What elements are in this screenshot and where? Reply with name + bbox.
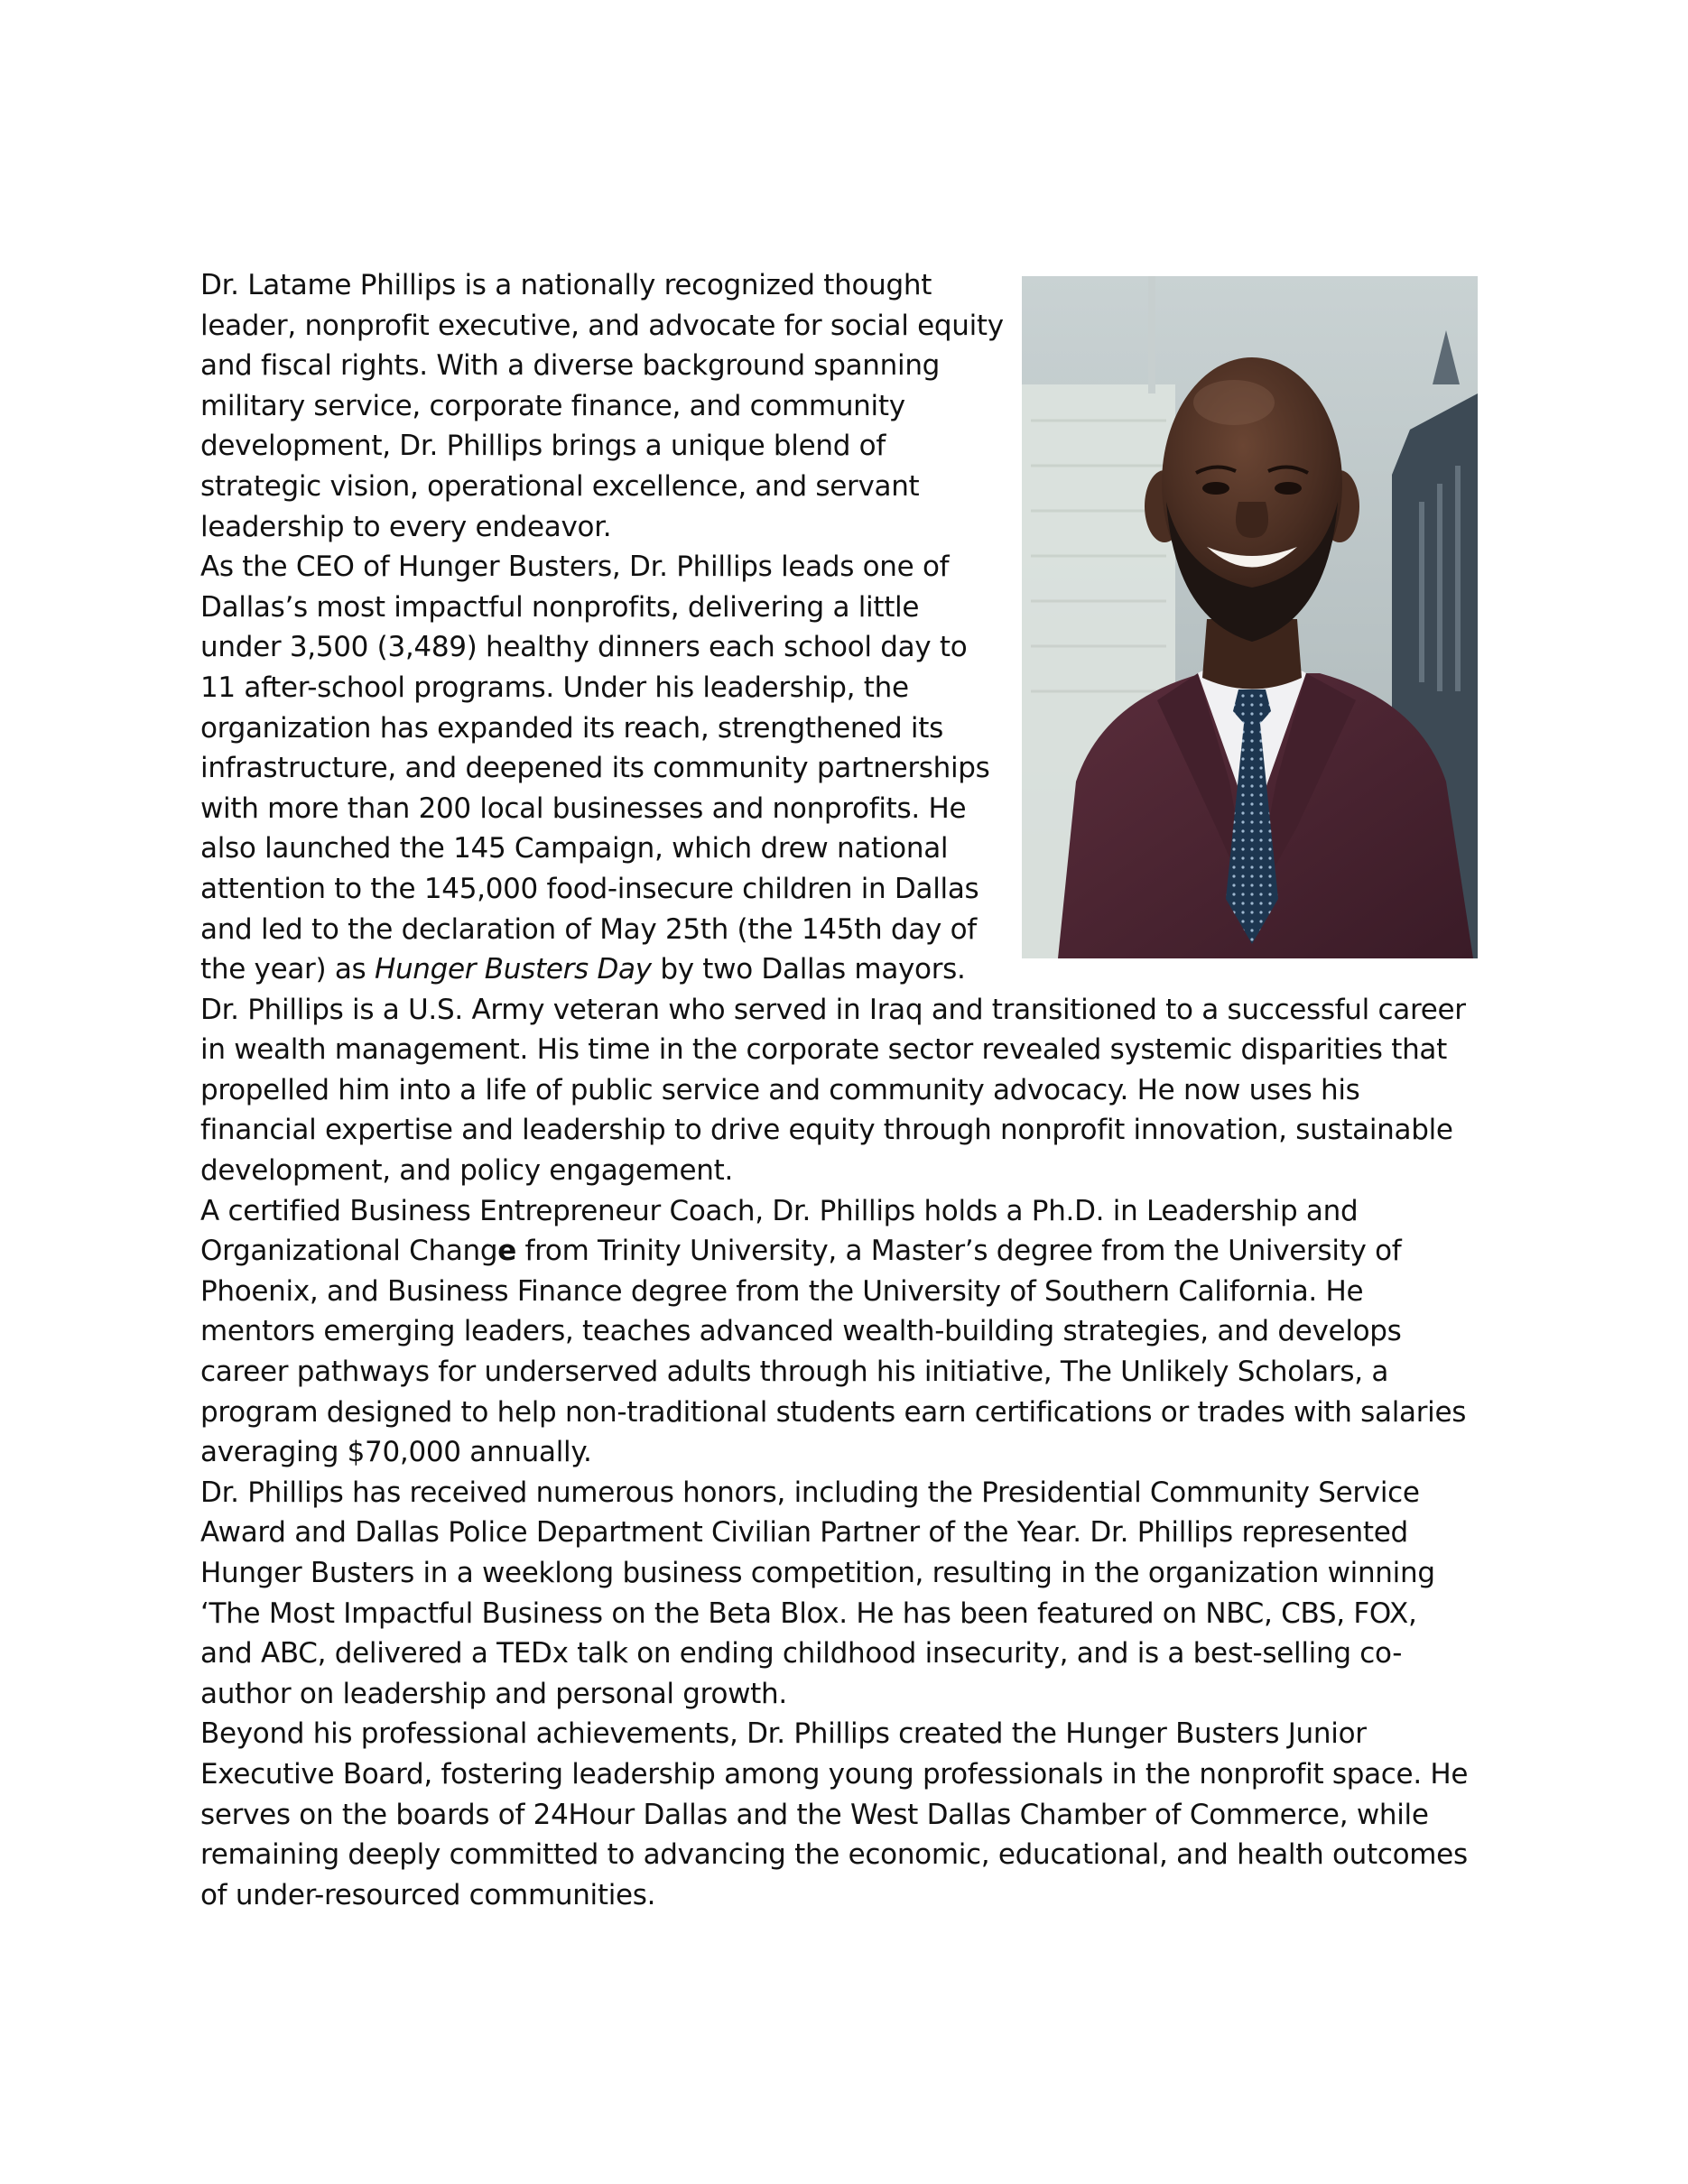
biography-text <box>200 265 1473 1915</box>
bio-paragraph-intro: Dr. Latame Phillips is a nationally recognized thought leader, nonprofit executive, and advocate for social equity and fiscal rights. With a diverse background spanning military service, corporate finance, and community development, Dr. Phillips brings a unique blend of strategic vision, operational excellence, and servant leadership to every endeavor. <box>200 269 1004 543</box>
hunger-busters-day: Hunger Busters Day <box>374 953 652 986</box>
portrait-illustration <box>1022 276 1478 958</box>
education-text-start: A certified Business Entrepreneur Coach, Dr. Phillips holds a Ph.D. in Leadership and Organizational Chang <box>200 1194 1359 1268</box>
ceo-text-start: As the CEO of Hunger Busters, Dr. Phillips leads one of Dallas’s most impactful nonprofits, delivering a little under 3,500 (3,489) healthy dinners each school day to 11 after-school programs. Under his leadership, the organization has expanded its reach, strengthened its infrastructure, and deepened its community partnerships with more than 200 local businesses and nonprofits. He also launched the 145 Campaign, which drew national attention to the 145,000 food-insecure children in Dallas and led to the declaration of May 25th (the 145th day of the year) as <box>200 551 990 986</box>
bio-paragraph-education <box>200 1191 1473 1473</box>
education-bold-letter: e <box>497 1235 516 1268</box>
portrait-photo <box>1022 276 1478 958</box>
bio-paragraph-military: Dr. Phillips is a U.S. Army veteran who served in Iraq and transitioned to a successful career in wealth management. His time in the corporate sector revealed systemic disparities that propelled him into a life of public service and community advocacy. He now uses his financial expertise and leadership to drive equity through nonprofit innovation, sustainable development, and policy engagement. <box>200 993 1466 1188</box>
bio-paragraph-honors: Dr. Phillips has received numerous honors, including the Presidential Community Service Award and Dallas Police Department Civilian Partner of the Year. Dr. Phillips represented Hunger Busters in a weeklong business competition, resulting in the organization winning ‘The Most Impactful Business on the Beta Blox. He has been featured on NBC, CBS, FOX, and ABC, delivered a TEDx talk on ending childhood insecurity, and is a best-selling co-author on leadership and personal growth. <box>200 1476 1435 1710</box>
ceo-text-end: by two Dallas mayors. <box>651 953 966 986</box>
bio-paragraph-community: Beyond his professional achievements, Dr. Phillips created the Hunger Busters Junior Executive Board, fostering leadership among young professionals in the nonprofit space. He serves on the boards of 24Hour Dallas and the West Dallas Chamber of Commerce, while remaining deeply committed to advancing the economic, educational, and health outcomes of under-resourced communities. <box>200 1717 1469 1911</box>
education-text-end: from Trinity University, a Master’s degree from the University of Phoenix, and Business Finance degree from the University of Southern California. He mentors emerging leaders, teaches advanced wealth-building strategies, and develops career pathways for underserved adults through his initiative, The Unlikely Scholars, a program designed to help non-traditional students earn certifications or trades with salaries averaging $70,000 annually. <box>200 1235 1467 1469</box>
